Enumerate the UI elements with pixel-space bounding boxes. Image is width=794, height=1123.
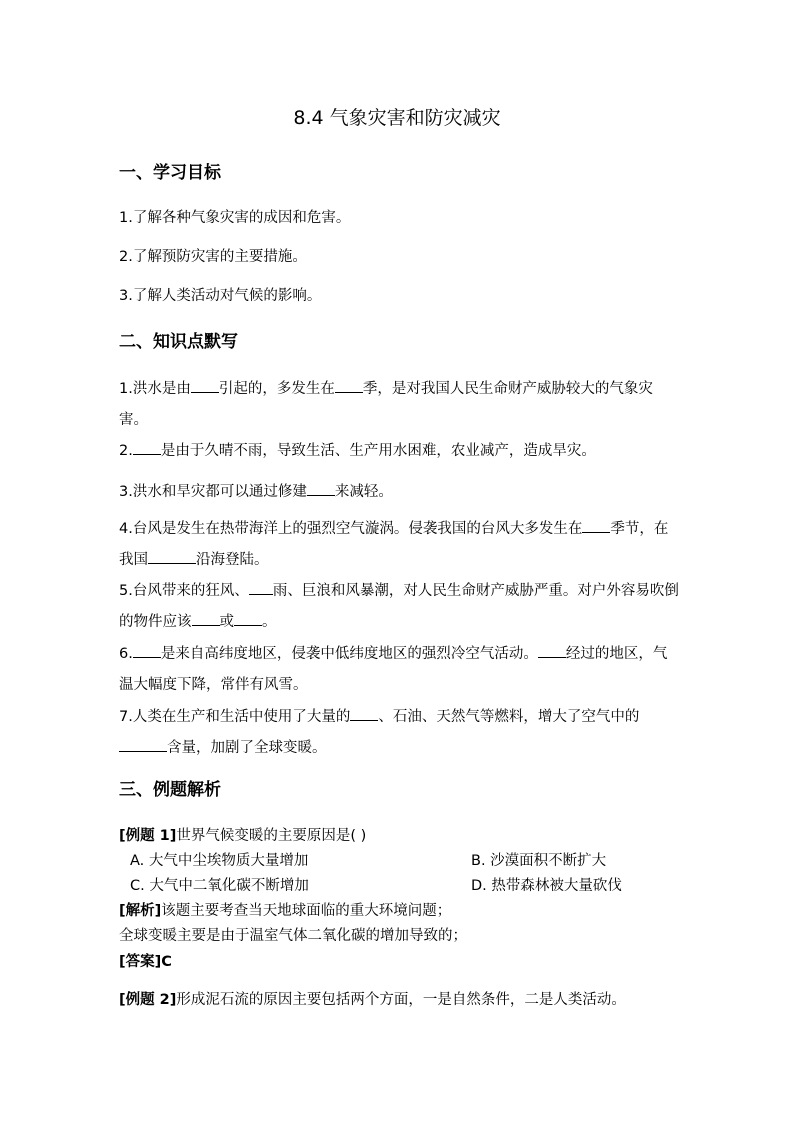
answer-blank[interactable] [582, 517, 610, 533]
answer-blank[interactable] [350, 705, 378, 721]
analysis-label: [解析] [119, 903, 162, 919]
answer-label: [答案] [119, 954, 162, 970]
question-text: 来减轻。 [334, 484, 393, 500]
question-text: 3.洪水和旱灾都可以通过修建 [119, 484, 307, 500]
objective-item: 3.了解人类活动对气候的影响。 [119, 288, 322, 304]
answer-blank[interactable] [191, 377, 219, 393]
option-c: C. 大气中二氧化碳不断增加 [130, 878, 309, 894]
question-text: 季节，在我国 [119, 521, 669, 568]
question-text: 世界气候变暖的主要原因是( ) [176, 828, 367, 844]
answer-value: C [161, 954, 172, 970]
question-text: 6. [119, 646, 133, 662]
question-text: 雨、巨浪和风暴潮，对人民生命财产威胁严重。对户外容易吹倒的物件应该 [119, 583, 679, 630]
question-text: 沿海登陆。 [196, 552, 269, 568]
question-text: 4.台风是发生在热带海洋上的强烈空气漩涡。侵袭我国的台风大多发生在 [119, 521, 583, 537]
page-title: 8.4 气象灾害和防灾减灾 [293, 107, 501, 129]
example-2-question [119, 988, 626, 1012]
analysis-text: 该题主要考查当天地球面临的重大环境问题； [161, 903, 452, 919]
objective-item: 2.了解预防灾害的主要措施。 [119, 249, 307, 265]
question-text: 1.洪水是由 [119, 381, 191, 397]
question-text: 形成泥石流的原因主要包括两个方面，一是自然条件，二是人类活动。 [176, 992, 626, 1008]
fill-question-4 [119, 514, 681, 576]
answer-blank[interactable] [307, 480, 335, 496]
question-text: 是来自高纬度地区，侵袭中低纬度地区的强烈冷空气活动。 [160, 646, 538, 662]
question-text: 5.台风带来的狂风、 [119, 583, 249, 599]
option-a: A. 大气中尘埃物质大量增加 [130, 853, 309, 869]
question-text: 季，是对我国人民生命财产威胁较大的气象灾害。 [119, 381, 653, 428]
section-heading-objectives: 一、学习目标 [119, 163, 221, 183]
answer-blank[interactable] [234, 610, 262, 626]
answer-blank[interactable] [133, 439, 161, 455]
fill-question-2 [119, 436, 681, 467]
answer-blank[interactable] [133, 642, 161, 658]
answer-blank[interactable] [119, 736, 167, 752]
example-1-answer [119, 950, 172, 974]
section-heading-knowledge: 二、知识点默写 [119, 332, 238, 352]
answer-blank[interactable] [335, 377, 363, 393]
fill-question-1 [119, 374, 681, 436]
objective-item: 1.了解各种气象灾害的成因和危害。 [119, 210, 351, 226]
answer-blank[interactable] [538, 642, 566, 658]
answer-blank[interactable] [192, 610, 220, 626]
question-text: 。 [262, 614, 277, 630]
question-text: 含量，加剧了全球变暖。 [167, 740, 327, 756]
question-text: 或 [219, 614, 234, 630]
example-1-question [119, 824, 366, 848]
example-label: [例题 2] [119, 992, 177, 1008]
question-text: 经过的地区，气温大幅度下降，常伴有风雪。 [119, 646, 668, 693]
option-d: D. 热带森林被大量砍伐 [471, 878, 622, 894]
question-text: 是由于久晴不雨，导致生活、生产用水困难，农业减产，造成旱灾。 [160, 443, 596, 459]
fill-question-5 [119, 576, 681, 638]
answer-blank[interactable] [249, 579, 273, 595]
fill-question-3 [119, 477, 681, 508]
fill-question-7 [119, 702, 681, 764]
example-label: [例题 1] [119, 828, 177, 844]
answer-blank[interactable] [148, 548, 196, 564]
question-text: 2. [119, 443, 133, 459]
question-text: 引起的，多发生在 [218, 381, 335, 397]
analysis-text: 全球变暖主要是由于温室气体二氧化碳的增加导致的； [119, 928, 467, 944]
option-b: B. 沙漠面积不断扩大 [471, 853, 607, 869]
question-text: 7.人类在生产和生活中使用了大量的 [119, 709, 351, 725]
fill-question-6 [119, 639, 681, 701]
section-heading-examples: 三、例题解析 [119, 780, 221, 800]
question-text: 、石油、天然气等燃料，增大了空气中的 [378, 709, 640, 725]
example-1-analysis [119, 899, 451, 923]
